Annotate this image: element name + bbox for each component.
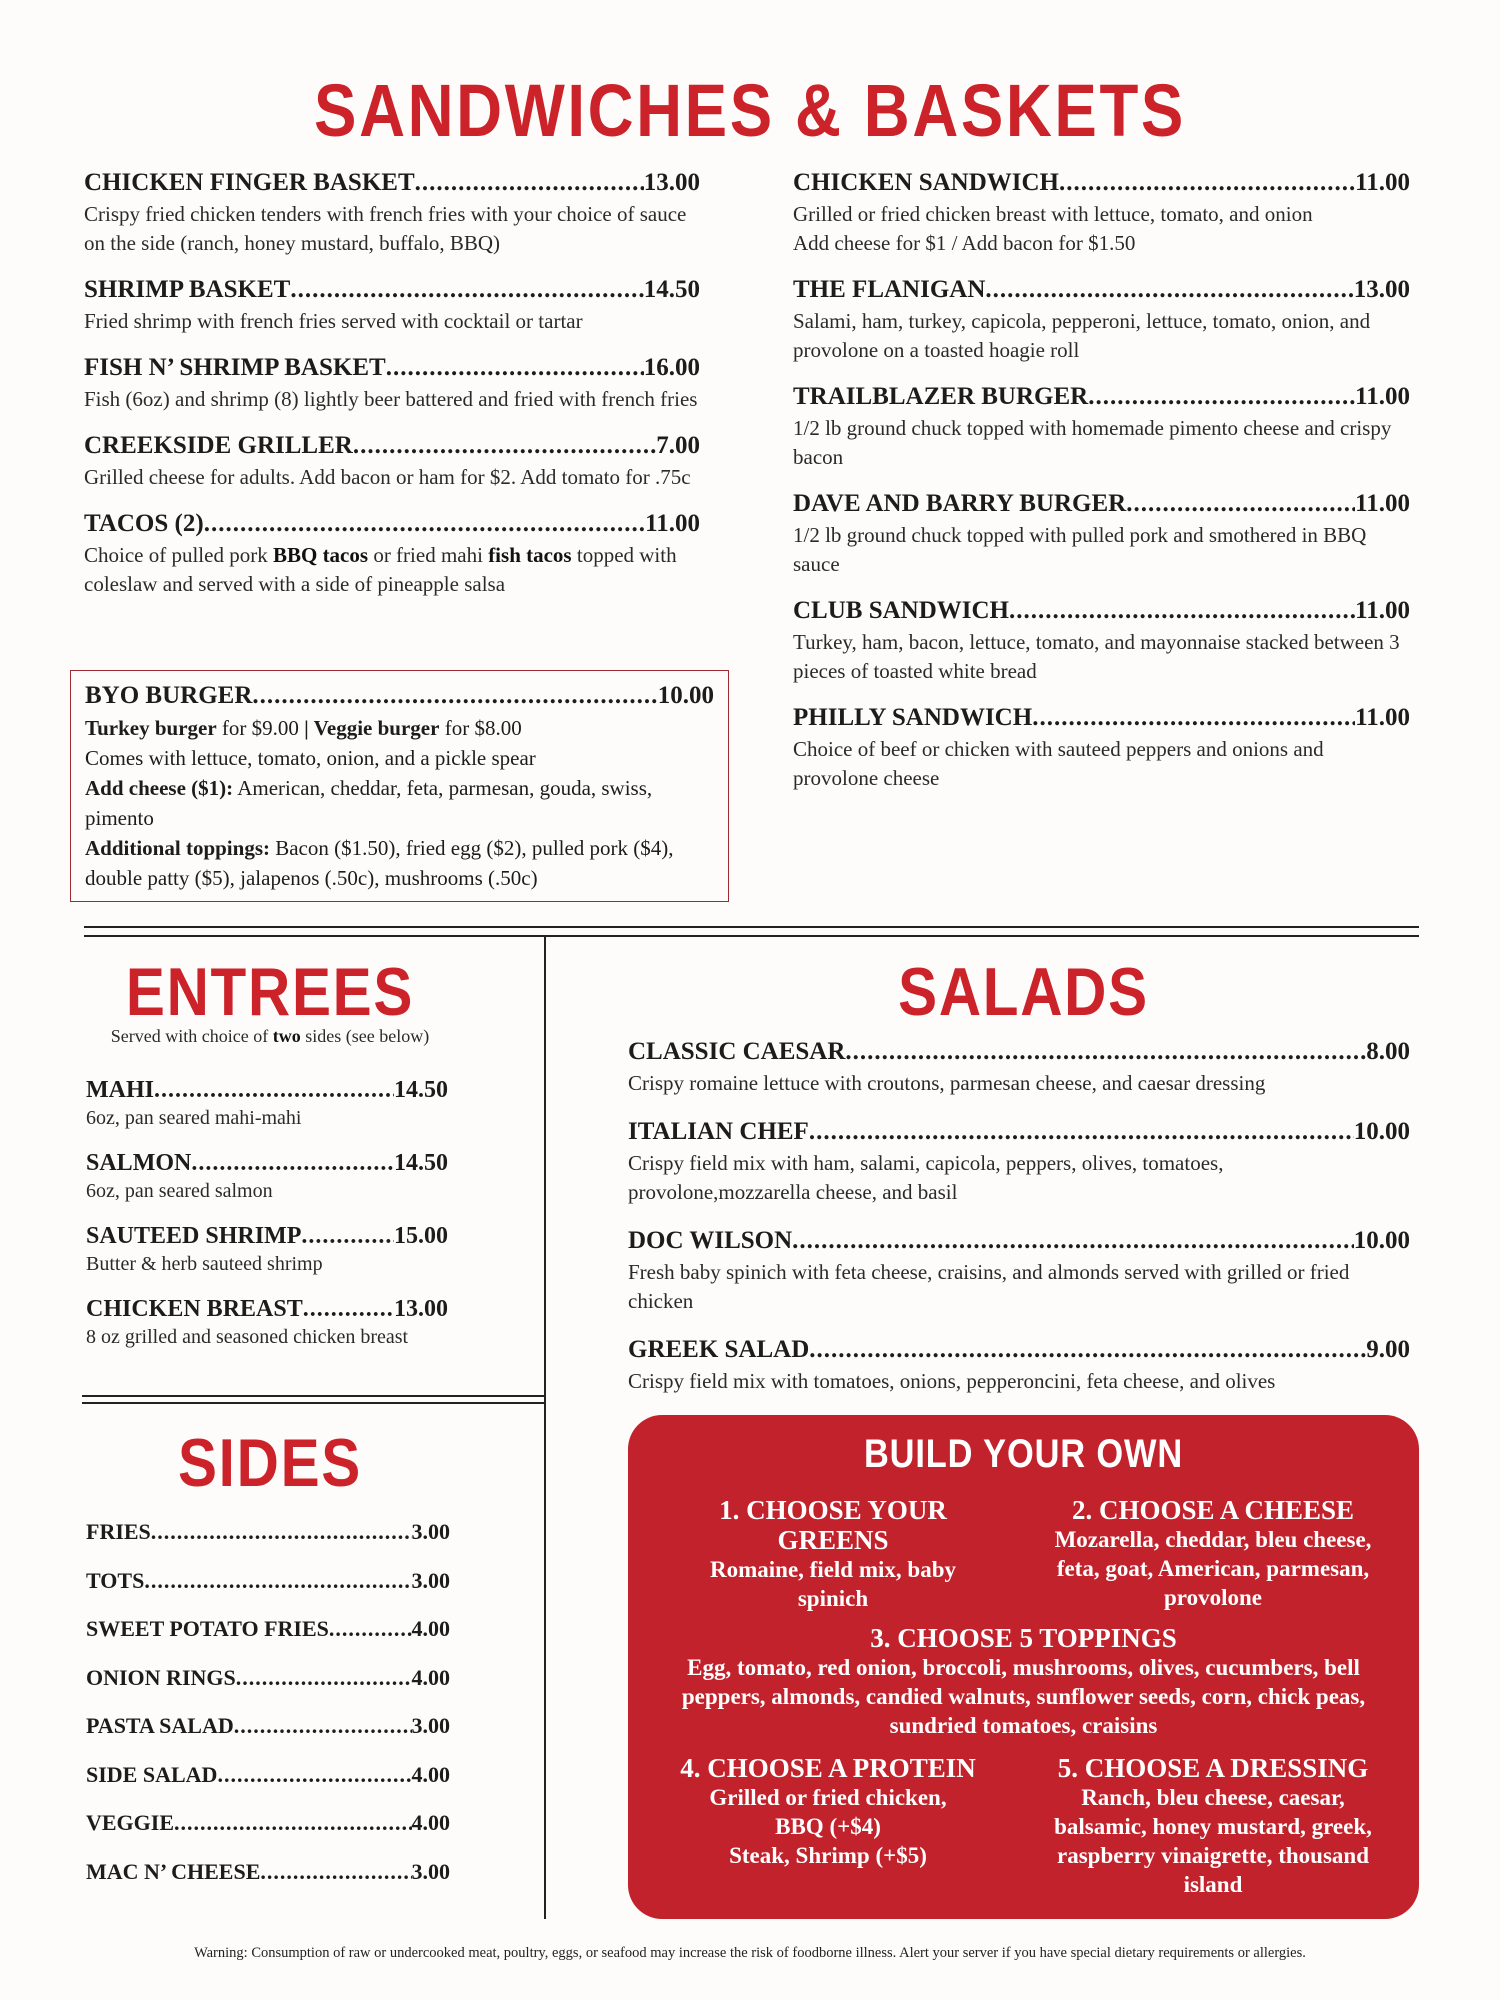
item-price: 15.00	[394, 1223, 448, 1249]
dot-leader	[809, 1333, 1366, 1367]
text: Grilled or fried chicken breast with lettuce, tomato, and onion	[793, 202, 1313, 226]
step-cheese	[1038, 1495, 1388, 1612]
item-price: 13.00	[643, 169, 700, 196]
step-text: Romaine, field mix, baby spinich	[710, 1557, 956, 1611]
dot-leader	[985, 273, 1353, 307]
menu-item-row	[84, 507, 700, 541]
dot-leader	[301, 1221, 394, 1251]
dot-leader	[1059, 166, 1355, 200]
menu-item	[86, 1294, 448, 1350]
menu-item	[628, 1115, 1410, 1207]
menu-item-row	[628, 1224, 1410, 1258]
item-name: FISH N’ SHRIMP BASKET	[84, 354, 386, 381]
menu-item-row	[86, 1808, 450, 1838]
menu-item	[84, 273, 700, 336]
menu-item-row	[86, 1711, 450, 1741]
item-name: DAVE AND BARRY BURGER	[793, 490, 1127, 517]
item-name: TOTS	[86, 1567, 145, 1593]
step-text: Ranch, bleu cheese, caesar, balsamic, honey mustard, greek, raspberry vinaigrette, thousand island	[1054, 1785, 1372, 1897]
step-heading: 2. CHOOSE A CHEESE	[1071, 1495, 1355, 1525]
dot-leader	[236, 1663, 412, 1693]
text: Grilled cheese for adults. Add bacon or ham for $2. Add tomato for .75c	[84, 465, 691, 489]
dot-leader	[386, 351, 644, 385]
detail-line	[85, 713, 714, 743]
menu-item	[628, 1333, 1410, 1396]
menu-item-row	[793, 273, 1410, 307]
text: Add cheese for $1 / Add bacon for $1.50	[793, 231, 1136, 255]
text: 8 oz grilled and seasoned chicken breast	[86, 1326, 409, 1348]
dot-leader	[329, 1614, 412, 1644]
item-price: 3.00	[411, 1567, 450, 1593]
item-name: PASTA SALAD	[86, 1713, 234, 1738]
menu-item-row	[793, 594, 1410, 628]
menu-item-row	[86, 1148, 448, 1178]
item-description	[84, 541, 700, 599]
item-description	[86, 1251, 448, 1277]
text: for $8.00	[439, 716, 522, 740]
dot-leader	[151, 1517, 412, 1547]
step-heading: 1. CHOOSE YOUR GREENS	[719, 1495, 947, 1555]
menu-item-row	[628, 1333, 1410, 1367]
step-protein	[658, 1753, 998, 1870]
sandwiches-title: SANDWICHES & BASKETS	[314, 69, 1186, 152]
bold-text: Additional toppings:	[85, 836, 270, 860]
dot-leader	[290, 273, 643, 307]
item-price: 11.00	[1355, 383, 1410, 410]
byo-details	[85, 713, 714, 893]
item-price: 11.00	[1355, 490, 1410, 517]
item-description	[86, 1324, 448, 1350]
item-description	[793, 521, 1410, 579]
item-price: 14.50	[394, 1077, 448, 1103]
item-name: SALMON	[86, 1150, 192, 1176]
text: Salami, ham, turkey, capicola, pepperoni, lettuce, tomato, onion, and provolone on a toasted hoagie roll	[793, 309, 1371, 362]
text: topped with coleslaw and served with a side of pineapple salsa	[84, 543, 677, 596]
salads-title: SALADS	[898, 954, 1149, 1030]
text: Fried shrimp with french fries served with cocktail or tartar	[84, 309, 583, 333]
dot-leader	[252, 679, 657, 713]
item-name: CHICKEN FINGER BASKET	[84, 169, 415, 196]
menu-item-row	[793, 166, 1410, 200]
text: Choice of beef or chicken with sauteed peppers and onions and provolone cheese	[793, 737, 1324, 790]
menu-item-row	[86, 1614, 450, 1644]
item-description	[84, 307, 700, 336]
item-price: 8.00	[1366, 1038, 1410, 1065]
item-description	[793, 628, 1410, 686]
item-description	[84, 385, 700, 414]
text: American, cheddar, feta, parmesan, gouda, swiss, pimento	[85, 776, 653, 830]
item-name: MAHI	[86, 1077, 154, 1103]
bold-text: Veggie burger	[313, 716, 440, 740]
dot-leader	[845, 1035, 1366, 1069]
text: Bacon ($1.50), fried egg ($2), pulled pork ($4), double patty ($5), jalapenos (.50c), mushrooms (.50c)	[85, 836, 674, 890]
item-price: 3.00	[411, 1519, 450, 1544]
divider-vertical	[544, 936, 546, 1919]
item-name: CHICKEN BREAST	[86, 1296, 303, 1322]
dot-leader	[303, 1294, 394, 1324]
entrees-title: ENTREES	[125, 954, 415, 1030]
text: sides (see below)	[300, 1026, 430, 1046]
bold-text: fish tacos	[488, 543, 572, 567]
menu-item	[86, 1221, 448, 1277]
text: Crispy field mix with ham, salami, capicola, peppers, olives, tomatoes, provolone,mozzarella cheese, and basil	[628, 1151, 1224, 1204]
detail-line	[85, 743, 714, 773]
menu-item	[793, 380, 1410, 472]
item-description	[793, 414, 1410, 472]
item-description	[86, 1105, 448, 1131]
item-price: 3.00	[411, 1713, 450, 1738]
menu-item	[628, 1224, 1410, 1316]
dot-leader	[1126, 487, 1355, 521]
entrees-subtitle	[70, 1022, 470, 1051]
dot-leader	[191, 1148, 394, 1178]
item-price: 11.00	[1355, 597, 1410, 624]
menu-item	[628, 1035, 1410, 1098]
dot-leader	[792, 1224, 1354, 1258]
item-price: 11.00	[645, 510, 700, 537]
item-description	[628, 1258, 1410, 1316]
item-description	[628, 1149, 1410, 1207]
text: 6oz, pan seared mahi-mahi	[86, 1107, 302, 1129]
item-name: PHILLY SANDWICH	[793, 704, 1033, 731]
build-your-own-box	[628, 1415, 1419, 1919]
menu-item-row	[628, 1035, 1410, 1069]
item-description	[793, 200, 1410, 229]
item-name: MAC N’ CHEESE	[86, 1858, 261, 1884]
sides-title: SIDES	[177, 1425, 363, 1501]
text: Comes with lettuce, tomato, onion, and a pickle spear	[85, 746, 536, 770]
item-name: ITALIAN CHEF	[628, 1118, 809, 1145]
item-name: VEGGIE	[86, 1810, 175, 1835]
bold-text: Turkey burger	[85, 716, 217, 740]
menu-item-row	[85, 679, 714, 713]
dot-leader	[415, 166, 644, 200]
item-description	[84, 200, 700, 258]
item-name: SHRIMP BASKET	[84, 276, 291, 303]
menu-item-row	[86, 1663, 450, 1693]
dot-leader	[1032, 701, 1355, 735]
item-price: 4.00	[411, 1810, 450, 1835]
text: Choice of pulled pork	[84, 543, 273, 567]
item-price: 4.00	[411, 1761, 450, 1787]
item-description	[84, 463, 700, 492]
item-price: 9.00	[1366, 1336, 1410, 1363]
item-price: 16.00	[643, 354, 700, 381]
item-name: BYO BURGER	[85, 682, 253, 709]
item-name: SIDE SALAD	[86, 1761, 218, 1787]
menu-item-row	[793, 380, 1410, 414]
dot-leader	[353, 429, 656, 463]
dot-leader	[217, 1760, 411, 1790]
menu-item-row	[86, 1221, 448, 1251]
item-price: 10.00	[1353, 1118, 1410, 1145]
item-description	[793, 735, 1410, 793]
menu-item	[84, 429, 700, 492]
text: Crispy field mix with tomatoes, onions, pepperoncini, feta cheese, and olives	[628, 1369, 1276, 1393]
item-price: 10.00	[1353, 1227, 1410, 1254]
dot-leader	[174, 1808, 411, 1838]
dot-leader	[204, 507, 645, 541]
menu-item-row	[84, 351, 700, 385]
item-price: 3.00	[411, 1858, 450, 1884]
sandwiches-left-column	[84, 166, 700, 614]
item-name: SWEET POTATO FRIES	[86, 1616, 329, 1641]
item-name: CHICKEN SANDWICH	[793, 169, 1060, 196]
menu-item	[86, 1075, 448, 1131]
detail-line	[85, 833, 714, 893]
menu-item-row	[86, 1517, 450, 1547]
step-text: Grilled or fried chicken, BBQ (+$4)	[709, 1785, 947, 1839]
item-name: CREEKSIDE GRILLER	[84, 432, 353, 459]
salads-list	[628, 1035, 1410, 1413]
text: or fried mahi	[368, 543, 489, 567]
item-description	[793, 229, 1410, 258]
text: Fresh baby spinich with feta cheese, craisins, and almonds served with grilled or fried chicken	[628, 1260, 1350, 1313]
item-name: SAUTEED SHRIMP	[86, 1223, 302, 1249]
bold-text: |	[304, 716, 314, 740]
dot-leader	[1009, 594, 1355, 628]
item-description	[628, 1367, 1410, 1396]
step-dressing	[1028, 1753, 1398, 1899]
menu-item	[84, 166, 700, 258]
item-name: ONION RINGS	[86, 1664, 236, 1690]
step-greens	[698, 1495, 968, 1613]
step-toppings	[648, 1623, 1399, 1740]
menu-item	[793, 273, 1410, 365]
text: 1/2 lb ground chuck topped with pulled pork and smothered in BBQ sauce	[793, 523, 1367, 576]
item-price: 7.00	[656, 432, 700, 459]
item-price: 11.00	[1355, 704, 1410, 731]
text: Crispy romaine lettuce with croutons, parmesan cheese, and caesar dressing	[628, 1071, 1266, 1095]
step-text-extra: Steak, Shrimp (+$5)	[729, 1843, 927, 1868]
divider-entrees-second	[82, 1402, 544, 1404]
text: Fish (6oz) and shrimp (8) lightly beer battered and fried with french fries	[84, 387, 698, 411]
item-price: 10.00	[657, 682, 714, 709]
item-price: 13.00	[394, 1296, 448, 1322]
text: Served with choice of	[110, 1026, 273, 1046]
text: Butter & herb sauteed shrimp	[86, 1253, 323, 1275]
bold-text: two	[272, 1026, 301, 1046]
detail-line	[85, 773, 714, 833]
byo-burger-box	[70, 670, 729, 902]
item-name: GREEK SALAD	[628, 1336, 810, 1363]
divider-top	[84, 926, 1419, 928]
dot-leader	[154, 1075, 394, 1105]
item-name: TACOS (2)	[84, 510, 204, 537]
dot-leader	[809, 1115, 1354, 1149]
bold-text: BBQ tacos	[272, 543, 369, 567]
menu-item-row	[86, 1857, 450, 1887]
item-price: 4.00	[411, 1664, 450, 1690]
menu-item-row	[86, 1075, 448, 1105]
menu-item-row	[84, 166, 700, 200]
menu-item	[793, 487, 1410, 579]
item-name: CLUB SANDWICH	[793, 597, 1010, 624]
item-description	[793, 307, 1410, 365]
step-heading: 5. CHOOSE A DRESSING	[1057, 1753, 1369, 1783]
text: Turkey, ham, bacon, lettuce, tomato, and mayonnaise stacked between 3 pieces of toasted white bread	[793, 630, 1400, 683]
step-heading: 3. CHOOSE 5 TOPPINGS	[870, 1623, 1177, 1653]
item-name: FRIES	[86, 1519, 151, 1544]
dot-leader	[144, 1566, 411, 1596]
allergy-warning: Warning: Consumption of raw or undercooked meat, poultry, eggs, or seafood may increase the risk of foodborne illness. Alert your server if you have special dietary requirements or allergies.	[194, 1945, 1306, 1961]
divider-entrees	[82, 1395, 544, 1397]
menu-item-row	[84, 429, 700, 463]
menu-item-row	[793, 487, 1410, 521]
item-name: DOC WILSON	[628, 1227, 793, 1254]
menu-item	[793, 166, 1410, 258]
dot-leader	[234, 1711, 412, 1741]
dot-leader	[260, 1857, 411, 1887]
item-description	[628, 1069, 1410, 1098]
text: 6oz, pan seared salmon	[86, 1180, 273, 1202]
item-price: 14.50	[394, 1150, 448, 1176]
menu-item-row	[86, 1760, 450, 1790]
menu-item	[84, 351, 700, 414]
menu-item	[793, 594, 1410, 686]
menu-item	[86, 1148, 448, 1204]
text: for $9.00	[216, 716, 305, 740]
item-name: TRAILBLAZER BURGER	[793, 383, 1089, 410]
item-price: 4.00	[411, 1616, 450, 1641]
menu-item-row	[86, 1566, 450, 1596]
build-your-own-title: BUILD YOUR OWN	[863, 1432, 1184, 1476]
menu-item	[793, 701, 1410, 793]
item-price: 11.00	[1355, 169, 1410, 196]
menu-item	[84, 507, 700, 599]
item-price: 13.00	[1353, 276, 1410, 303]
step-text: Mozarella, cheddar, bleu cheese, feta, goat, American, parmesan, provolone	[1054, 1527, 1372, 1610]
item-price: 14.50	[643, 276, 700, 303]
entrees-list	[86, 1075, 448, 1367]
divider-top-second	[84, 935, 1419, 937]
menu-item-row	[628, 1115, 1410, 1149]
item-name: THE FLANIGAN	[793, 276, 986, 303]
text: Crispy fried chicken tenders with french fries with your choice of sauce on the side (ranch, honey mustard, buffalo, BBQ)	[84, 202, 687, 255]
item-description	[86, 1178, 448, 1204]
menu-item-row	[86, 1294, 448, 1324]
sandwiches-right-column	[793, 166, 1410, 808]
menu-item-row	[84, 273, 700, 307]
menu-item-row	[793, 701, 1410, 735]
bold-text: Add cheese ($1):	[85, 776, 234, 800]
item-name: CLASSIC CAESAR	[628, 1038, 846, 1065]
step-text: Egg, tomato, red onion, broccoli, mushrooms, olives, cucumbers, bell peppers, almonds, candied walnuts, sunflower seeds, corn, chick peas, sundried tomatoes, craisins	[681, 1655, 1366, 1738]
dot-leader	[1088, 380, 1355, 414]
step-heading: 4. CHOOSE A PROTEIN	[680, 1753, 976, 1783]
sides-list	[86, 1517, 450, 1905]
text: 1/2 lb ground chuck topped with homemade pimento cheese and crispy bacon	[793, 416, 1392, 469]
